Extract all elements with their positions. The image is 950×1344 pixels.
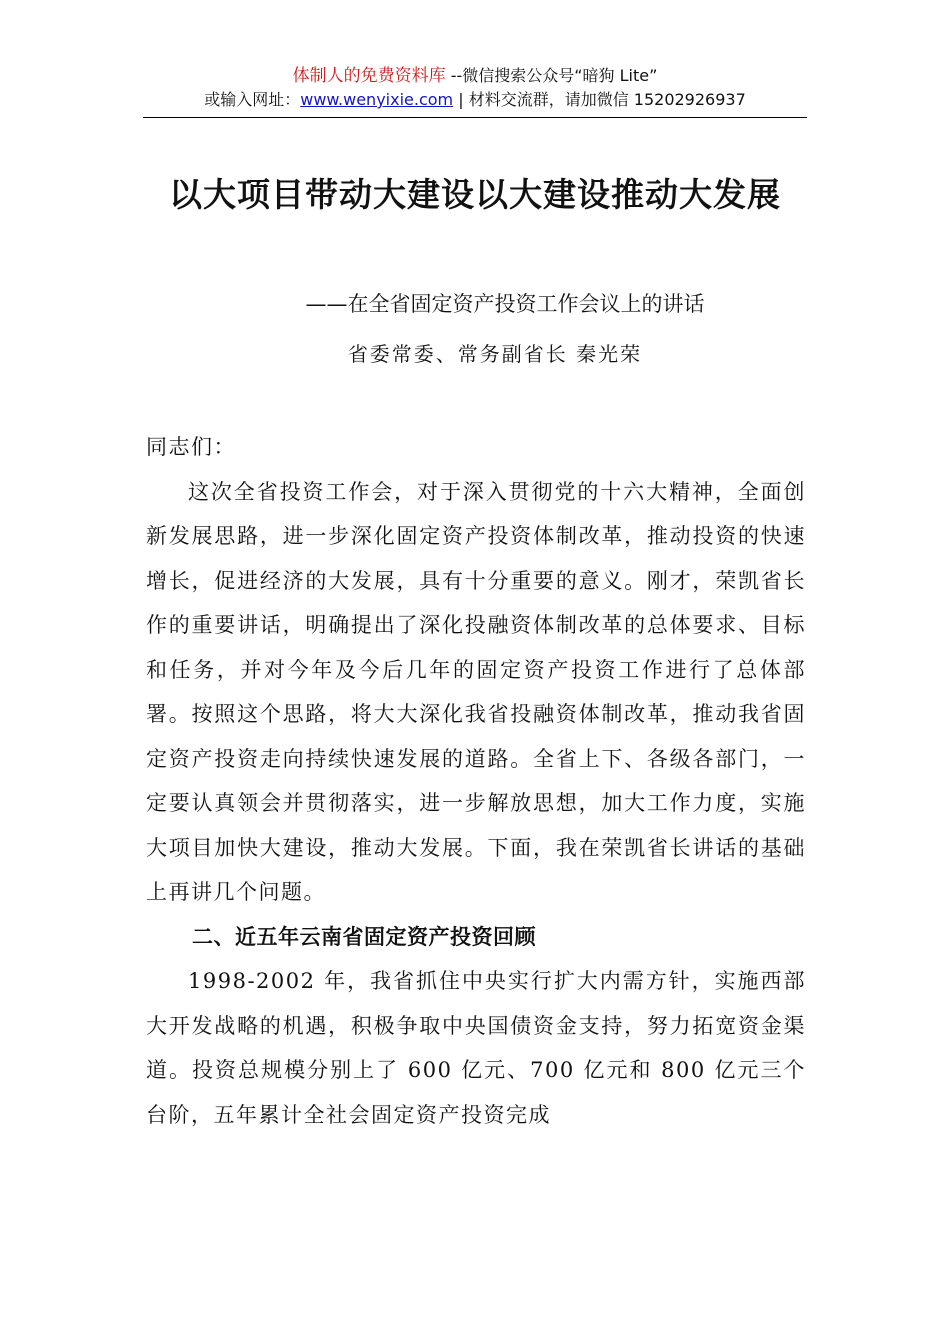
url-prefix: 或输入网址： xyxy=(204,90,301,109)
document-author: 省委常委、常务副省长 秦光荣 xyxy=(347,342,643,366)
contact-info: | 材料交流群，请加微信 15202926937 xyxy=(453,90,746,109)
document-title: 以大项目带动大建设以大建设推动大发展 xyxy=(169,175,781,214)
website-link[interactable]: www.wenyixie.com xyxy=(300,90,454,109)
header-line-1 xyxy=(143,64,807,88)
salutation: 同志们： xyxy=(146,435,236,459)
header-line-2 xyxy=(143,88,807,112)
brand-name: 体制人的免费资料库 xyxy=(292,66,446,86)
document-subtitle: ——在全省固定资产投资工作会议上的讲话 xyxy=(305,292,705,316)
document-body xyxy=(146,425,806,1137)
section-heading: 二、近五年云南省固定资产投资回顾 xyxy=(192,924,536,949)
page-header xyxy=(143,64,807,112)
header-divider xyxy=(143,117,807,118)
paragraph-review: 1998-2002 年，我省抓住中央实行扩大内需方针，实施西部大开发战略的机遇，积极争取中央国债资金支持，努力拓宽资金渠道。投资总规模分别上了 600 亿元、700 亿元和 800 亿元三个台阶，五年累计全社会固定资产投资完成 xyxy=(146,969,806,1127)
paragraph-intro: 这次全省投资工作会，对于深入贯彻党的十六大精神，全面创新发展思路，进一步深化固定资产投资体制改革，推动投资的快速增长，促进经济的大发展，具有十分重要的意义。刚才，荣凯省长作的重要讲话，明确提出了深化投融资体制改革的总体要求、目标和任务，并对今年及今后几年的固定资产投资工作进行了总体部署。按照这个思路，将大大深化我省投融资体制改革，推动我省固定资产投资走向持续快速发展的道路。全省上下、各级各部门，一定要认真领会并贯彻落实，进一步解放思想，加大工作力度，实施大项目加快大建设，推动大发展。下面，我在荣凯省长讲话的基础上再讲几个问题。 xyxy=(146,479,806,904)
wechat-hint: --微信搜索公众号“暗狗 Lite” xyxy=(445,66,658,85)
